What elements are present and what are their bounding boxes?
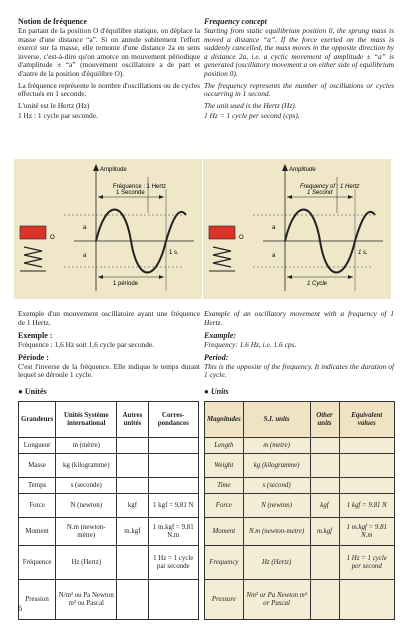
fr-example-text: Fréquence : 1,6 Hz soit 1,6 cycle par seconde. <box>18 340 155 350</box>
table-cell: m.kgf <box>310 518 339 546</box>
table-cell: Length <box>205 438 244 454</box>
header-cell: S.I. units <box>243 402 310 438</box>
table-cell: Force <box>19 494 56 518</box>
table-cell <box>339 580 394 620</box>
table-row <box>19 454 199 478</box>
origin-label: O <box>50 235 55 241</box>
spring-icon <box>213 247 231 267</box>
freq-label: Frequency of : 1 Hertz <box>300 184 360 190</box>
header-cell: Autres unités <box>117 402 148 438</box>
en-heading: Frequency concept <box>204 17 267 26</box>
table-cell <box>339 454 394 478</box>
second-label: 1 Second <box>307 190 333 196</box>
table-cell <box>117 478 148 494</box>
table-cell: s (seconde) <box>56 478 117 494</box>
amplitude-label: Amplitude <box>289 167 316 173</box>
table-cell: Time <box>205 478 244 494</box>
table-cell <box>310 546 339 580</box>
table-cell: 1 Hz = 1 cycle per second <box>339 546 394 580</box>
table-row <box>19 546 199 580</box>
table-cell: kgf <box>117 494 148 518</box>
table-cell: N (newton) <box>56 494 117 518</box>
amp-a-top: a <box>272 225 276 231</box>
amplitude-label: Amplitude <box>100 167 127 173</box>
en-diagram-svg <box>203 159 391 299</box>
fr-units-heading <box>18 387 47 396</box>
table-row <box>205 546 395 580</box>
table-cell: Frequency <box>205 546 244 580</box>
page-number: 6 <box>18 604 22 613</box>
table-row <box>19 494 199 518</box>
spring-icon <box>24 247 42 267</box>
table-cell: Pression <box>19 580 56 620</box>
en-para4: 1 Hz = 1 cycle per second (cps). <box>204 111 300 121</box>
table-cell: Fréquence <box>19 546 56 580</box>
table-cell: 1 m.kgf = 9.81 N.m <box>339 518 394 546</box>
table-cell <box>148 478 199 494</box>
fr-para3: L'unité est le Hertz (Hz) <box>18 100 90 110</box>
table-cell <box>310 478 339 494</box>
en-example-section <box>204 310 394 380</box>
fr-caption: Exemple d'un mouvement oscillatoire ayant une fréquence de 1 Hertz. <box>18 309 200 327</box>
table-row <box>205 518 395 546</box>
en-para1: Starting from static equilibrium position 0, the sprung mass is moved a distance “a”. If the force exerted on the mass is suddenly cancelled, the mass moves in the opposite direction by a distance 2a, i.e. a cyclic movement of amplitude ± “a” is generated (oscillatory movement a on either side of equilibrium position 0). <box>204 26 394 78</box>
table-cell: Nm² or Pa Newton m² or Pascal <box>243 580 310 620</box>
table-cell: kg (kilogramme) <box>56 454 117 478</box>
arrow-left-icon <box>98 195 103 199</box>
amp-a-bottom: a <box>272 253 276 259</box>
en-example-label: Example: <box>204 331 236 341</box>
table-row <box>205 494 395 518</box>
period-label: 1 période <box>113 281 139 287</box>
arrow-up-icon <box>282 164 288 171</box>
en-oscillation-diagram <box>203 159 391 299</box>
bullet-icon: ● <box>18 387 23 396</box>
header-cell: Magnitudes <box>205 402 244 438</box>
table-header-row <box>205 402 395 438</box>
table-cell: s (second) <box>243 478 310 494</box>
table-header-row <box>19 402 199 438</box>
arrow-left-icon <box>287 275 292 279</box>
arrow-right-icon <box>159 275 164 279</box>
table-cell <box>310 454 339 478</box>
table-cell: N/m² ou Pa Newton m² ou Pascal <box>56 580 117 620</box>
fr-example-label: Exemple : <box>18 331 53 341</box>
table-cell: 1 Hz = 1 cycle par seconde <box>148 546 199 580</box>
header-cell: Other units <box>310 402 339 438</box>
fr-para2: La fréquence représente le nombre d'oscillations ou de cycles effectués en 1 seconde. <box>18 80 200 99</box>
table-cell: kgf <box>310 494 339 518</box>
table-cell <box>117 580 148 620</box>
table-cell: Force <box>205 494 244 518</box>
table-cell: Masse <box>19 454 56 478</box>
table-cell: Longueur <box>19 438 56 454</box>
mass-block <box>20 226 46 239</box>
table-cell: Hz (Hertz) <box>243 546 310 580</box>
mass-block <box>209 226 235 239</box>
freq-label: Fréquence : 1 Hertz <box>113 184 167 190</box>
arrow-up-icon <box>93 164 99 171</box>
table-cell <box>310 580 339 620</box>
fr-period-label: Période : <box>18 352 49 362</box>
table-row <box>205 580 395 620</box>
en-period-label: Period: <box>204 352 229 362</box>
en-units-heading <box>204 387 229 396</box>
table-cell <box>339 478 394 494</box>
header-cell: Grandeurs <box>19 402 56 438</box>
table-cell: Pressure <box>205 580 244 620</box>
table-cell: 1 m.kgf = 9,81 N.m <box>148 518 199 546</box>
table-cell <box>117 454 148 478</box>
table-cell: Moment <box>205 518 244 546</box>
origin-label: O <box>239 235 244 241</box>
second-label: 1 Seconde <box>116 190 145 196</box>
table-row <box>19 518 199 546</box>
table-cell <box>148 438 199 454</box>
en-units-heading-text: Units <box>210 387 229 396</box>
header-cell: Equivalent values <box>339 402 394 438</box>
period-label: 1 Cycle <box>307 281 328 287</box>
arrow-right-icon <box>348 195 353 199</box>
table-cell: kg (kilogramme) <box>243 454 310 478</box>
table-cell <box>339 438 394 454</box>
table-cell: m.kgf <box>117 518 148 546</box>
table-cell: Weight <box>205 454 244 478</box>
bullet-icon: ● <box>204 387 209 396</box>
table-cell: N.m (newton-mètre) <box>56 518 117 546</box>
table-row <box>205 478 395 494</box>
table-row <box>205 454 395 478</box>
table-cell: 1 kgf = 9,81 N <box>148 494 199 518</box>
table-cell <box>148 580 199 620</box>
table-cell: Hz (Hertz) <box>56 546 117 580</box>
fr-intro <box>18 17 200 121</box>
amp-a-bottom: a <box>83 253 87 259</box>
fr-para1: En partant de la position O d'équilibre statique, on déplace la masse d'une distance “a”. Si on annule subitement l'effort exercé sur la masse, elle remonte d'une distance 2a en sens inverse, c'est-à-dire qu'on amorce un mouvement périodique d'amplitude ± “a” (mouvement oscillatoire a de part et d'autre de la position d'équilibre O). <box>18 26 200 78</box>
en-para3: The unit used is the Hertz (Hz). <box>204 100 297 110</box>
table-cell <box>117 546 148 580</box>
table-cell: m (metre) <box>243 438 310 454</box>
table-cell <box>148 454 199 478</box>
fr-oscillation-diagram <box>14 159 202 299</box>
fr-units-heading-text: Unités <box>24 387 47 396</box>
table-cell: m (mètre) <box>56 438 117 454</box>
arrow-right-icon <box>159 195 164 199</box>
one-second-label: 1 s. <box>358 250 368 256</box>
table-cell <box>117 438 148 454</box>
en-period-text: This is the opposite of the frequency. It indicates the duration of 1 cycle. <box>204 361 394 380</box>
fr-heading: Notion de fréquence <box>18 17 87 26</box>
en-intro <box>204 17 394 121</box>
one-second-label: 1 s. <box>169 250 179 256</box>
table-row <box>19 438 199 454</box>
arrow-left-icon <box>287 195 292 199</box>
en-units-table <box>204 401 395 620</box>
en-example-text: Frequency: 1.6 Hz, i.e. 1.6 cps. <box>204 340 297 350</box>
arrow-right-icon <box>348 275 353 279</box>
en-caption: Example of an oscillatory movement with a frequency of 1 Hertz. <box>204 309 394 327</box>
fr-period-text: C'est l'inverse de la fréquence. Elle indique le temps durant lequel se déroule 1 cycle. <box>18 361 200 380</box>
fr-example-section <box>18 310 200 380</box>
header-cell: Unités Système international <box>56 402 117 438</box>
table-cell <box>310 438 339 454</box>
en-para2: The frequency represents the number of oscillations or cycles occurring in 1 second. <box>204 80 394 99</box>
fr-para4: 1 Hz : 1 cycle par seconde. <box>18 111 98 121</box>
fr-diagram-svg <box>14 159 202 299</box>
header-cell: Corres-pondances <box>148 402 199 438</box>
table-cell: N (newton) <box>243 494 310 518</box>
table-row <box>205 438 395 454</box>
table-row <box>19 478 199 494</box>
amp-a-top: a <box>83 225 87 231</box>
arrow-left-icon <box>98 275 103 279</box>
table-cell: N.m (newton-metre) <box>243 518 310 546</box>
fr-units-table <box>18 401 199 620</box>
table-cell: Moment <box>19 518 56 546</box>
table-row <box>19 580 199 620</box>
table-cell: Temps <box>19 478 56 494</box>
table-cell: 1 kgf = 9.81 N <box>339 494 394 518</box>
